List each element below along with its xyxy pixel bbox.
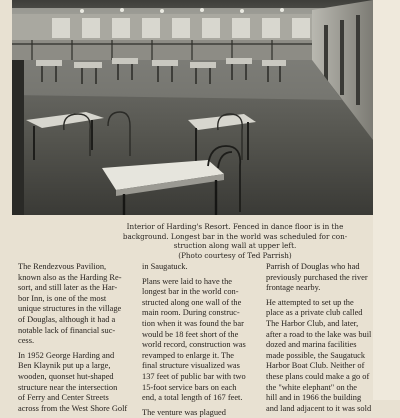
text-line: world record, construction was: [142, 340, 246, 350]
text-line: dozed and marina facilities: [266, 340, 357, 350]
text-line: cess.: [18, 336, 35, 346]
text-line: unique structures in the village: [18, 304, 122, 314]
article-paragraph: [142, 262, 258, 273]
article-paragraph: [142, 277, 258, 404]
text-line: Harbor Boat Club. Neither of: [266, 361, 365, 371]
text-line: Parrish of Douglas who had: [266, 262, 360, 271]
text-line: structure near the intersection: [18, 382, 118, 392]
text-line: these plans could make a go of: [266, 371, 370, 381]
article-column-2: [142, 262, 258, 418]
text-line: wooden, quonset hut-shaped: [18, 371, 114, 381]
article-paragraph: [266, 262, 382, 294]
text-line: Ben Klaynik put up a large,: [18, 361, 111, 371]
text-line: the "white elephant" on the: [266, 382, 358, 392]
text-line: of Ferry and Center Streets: [18, 393, 109, 403]
text-line: structed along one wall of the: [142, 297, 242, 307]
text-line: of Douglas, although it had a: [18, 314, 116, 324]
text-line: He attempted to set up the: [266, 297, 354, 307]
text-line: final structure visualized was: [142, 361, 240, 371]
text-line: notable lack of financial suc-: [18, 325, 116, 335]
text-line: known also as the Harding Re-: [18, 272, 122, 282]
article-paragraph: [142, 408, 258, 418]
caption-line: struction along wall at upper left.: [173, 241, 297, 251]
article-paragraph: [18, 351, 134, 415]
text-line: across from the West Shore Golf: [18, 403, 128, 413]
text-line: would be 18 feet short of the: [142, 329, 239, 339]
text-line: 137 feet of public bar with two: [142, 371, 246, 381]
article-paragraph: [266, 298, 382, 415]
text-line: The venture was plagued: [142, 407, 226, 417]
text-line: tion when it was found the bar: [142, 318, 244, 328]
photo-credit: (Photo courtesy of Ted Parrish): [178, 250, 292, 260]
photo-caption: [85, 222, 385, 260]
text-line: and land adjacent to it was sold: [266, 403, 372, 413]
text-line: longest bar in the world con-: [142, 287, 239, 297]
text-line: Plans were laid to have the: [142, 276, 233, 286]
text-line: The Rendezvous Pavilion,: [18, 262, 107, 271]
text-line: frontage nearby.: [266, 283, 321, 293]
caption-line: Interior of Harding's Resort. Fenced in dance floor is in the: [126, 222, 344, 231]
text-line: In 1952 George Harding and: [18, 350, 115, 360]
text-line: revamped to enlarge it. The: [142, 350, 235, 360]
resort-interior-photo: [12, 0, 373, 215]
text-line: previously purchased the river: [266, 272, 368, 282]
text-line: main room. During construc-: [142, 308, 240, 318]
text-line: 15-foot service bars on each: [142, 382, 237, 392]
text-line: place as a private club called: [266, 308, 363, 318]
text-line: The Harbor Club, and later,: [266, 318, 359, 328]
text-line: made possible, the Saugatuck: [266, 350, 366, 360]
text-line: after a road to the lake was buil: [266, 329, 372, 339]
caption-line: background. Longest bar in the world was scheduled for con-: [122, 231, 348, 241]
text-line: in Saugatuck.: [142, 262, 188, 271]
article-paragraph: [18, 262, 134, 347]
text-line: sort, and still later as the Har-: [18, 283, 118, 293]
text-line: bor Inn, is one of the most: [18, 293, 107, 303]
text-line: hill and in 1966 the building: [266, 393, 362, 403]
article-column-3: [266, 262, 382, 414]
article-column-1: [18, 262, 134, 414]
text-line: end, a total length of 167 feet.: [142, 393, 243, 403]
